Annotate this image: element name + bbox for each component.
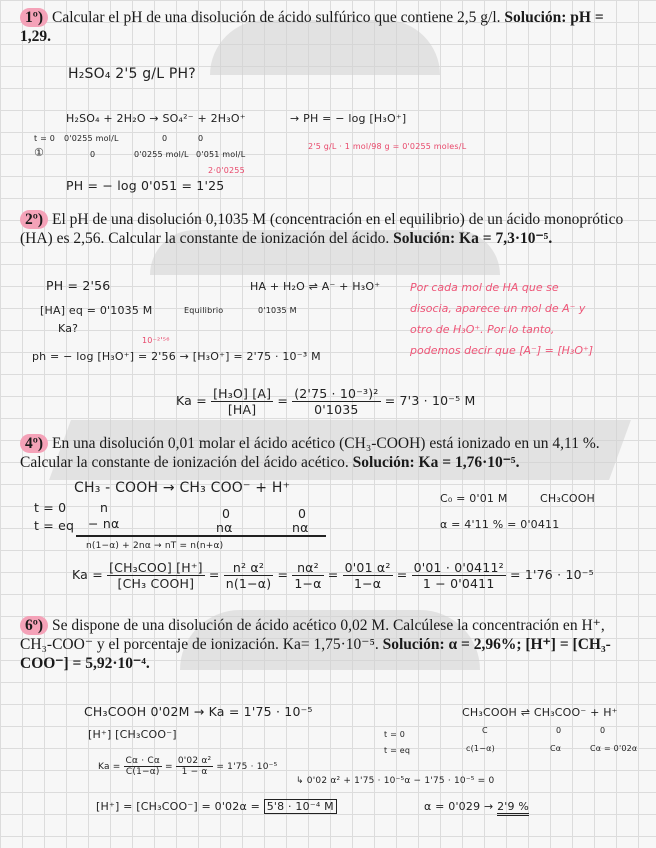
fraction: $\frac{C\alpha \cdot C\alpha}{C(1-\alpha)}$ xyxy=(125,756,160,777)
hw-eq-h3o: 0'051 mol/L xyxy=(196,150,246,159)
solution: Solución: α = 2,96%; [H⁺] = [CH₃-COO⁻] = 5,92·10⁻⁴. xyxy=(20,636,611,672)
hw-ph-calc: ph = − log [H₃O⁺] = 2'56 → [H₃O⁺] = 2'75 · 10⁻³ M xyxy=(32,350,321,363)
solution: Solución: Ka = 1,76·10⁻⁵. xyxy=(352,454,520,471)
hw-zero: 0 xyxy=(298,506,307,521)
hw-ka-expression: Ka = $\frac{\text{[CH₃COO] [H⁺]}}{\text{[CH₃ COOH]}}$ = $\frac{\text{n² α²}}{n(1-\alpha)}$ = $\frac{\text{nα²}}{1-\alpha}$ = $\frac{\text{0'01 α²}}{1-\alpha}$ = $\frac{\text{0'01 · 0'0411²}}{1 - 0'0411}$ = 1'76 · 10⁻⁵ xyxy=(72,560,594,591)
hw-c0: C₀ = 0'01 M xyxy=(440,492,508,505)
hw-sum-row: n(1−α) + 2nα → nT = n(n+α) xyxy=(86,541,224,551)
hw-ph-formula: → PH = − log [H₃O⁺] xyxy=(290,112,407,125)
fraction: $\frac{\text{[H₃O] [A]}}{[HA]}$ xyxy=(213,386,272,417)
red-note: Por cada mol de HA que se disocia, aparece un mol de A⁻ y otro de H₃O⁺. Por lo tanto, podemos decir que [A⁻] = [H₃O⁺] xyxy=(410,281,594,357)
hw-unknowns: [H⁺] [CH₃COO⁻] xyxy=(88,728,177,741)
hw-teq: t = eq xyxy=(34,518,75,533)
hw-calpha: Cα xyxy=(550,744,562,753)
fraction: $\frac{\text{(2'75 · 10⁻³)²}}{0'1035}$ xyxy=(294,386,379,417)
hw-small-exp: 10⁻²'⁵⁶ xyxy=(142,336,170,345)
hw-zero: 0 xyxy=(222,506,231,521)
fraction: $\frac{\text{[CH₃COO] [H⁺]}}{\text{[CH₃ COOH]}}$ xyxy=(109,560,203,591)
solution: Solución: Ka = 7,3·10⁻⁵. xyxy=(393,230,553,247)
hw-red-times: 2·0'0255 xyxy=(208,166,245,175)
fraction: $\frac{\text{0'01 α²}}{1-\alpha}$ xyxy=(344,560,391,591)
underlined-result: 2'9 % xyxy=(497,800,529,816)
hw-alpha-result: α = 0'029 → 2'9 % xyxy=(424,800,529,813)
hw-minus-nalpha: − nα xyxy=(88,516,120,531)
hw-zero: 0 xyxy=(198,134,204,143)
hw-ch3cooh: CH₃COOH xyxy=(540,492,596,505)
hw-circle: ① xyxy=(34,146,45,159)
problem-number: 4º) xyxy=(20,434,48,453)
problem-2-statement: 2º) El pH de una disolución 0,1035 M (concentración en el equilibrio) de un ácido monoprótico (HA) es 2,56. Calcular la constante de ionización del ácido. Solución: Ka = 7,3·10⁻⁵. xyxy=(20,211,624,247)
hw-h-result: [H⁺] = [CH₃COO⁻] = 0'02α = 5'8 · 10⁻⁴ M xyxy=(96,800,337,813)
hw-t0: t = 0 xyxy=(34,134,56,143)
hw-t0: t = 0 xyxy=(384,730,406,739)
hw-ph-given: PH = 2'56 xyxy=(46,278,111,293)
problem-1-statement: 1º) Calcular el pH de una disolución de ácido sulfúrico que contiene 2,5 g/l. Solución: pH = 1,29. xyxy=(20,9,604,45)
hw-eq-so4: 0'0255 mol/L xyxy=(134,150,189,159)
hw-ka-expression: Ka = $\frac{\text{[H₃O] [A]}}{[HA]}$ = $\frac{\text{(2'75 · 10⁻³)²}}{0'1035}$ = 7'3 · 10⁻⁵ M xyxy=(176,386,476,417)
problem-6-statement: 6º) Se dispone de una disolución de ácido acético 0,02 M. Calcúlese la concentración en H⁺, CH₃-COO⁻ y el porcentaje de ionización. Ka= 1,75·10⁻⁵. Solución: α = 2,96%; [H⁺] = [CH₃-COO⁻] = 5,92·10⁻⁴. xyxy=(20,617,611,672)
hw-red-calc: 2'5 g/L · 1 mol/98 g = 0'0255 moles/L xyxy=(308,142,467,151)
hw-c1a: c(1−α) xyxy=(466,744,495,753)
hw-ha-eq: [HA] eq = 0'1035 M xyxy=(40,304,153,317)
hw-reaction: CH₃ - COOH → CH₃ COO⁻ + H⁺ xyxy=(74,480,291,496)
problem-number: 2º) xyxy=(20,210,48,229)
hw-zero: 0 xyxy=(600,726,606,735)
hw-reaction: H₂SO₄ + 2H₂O → SO₄²⁻ + 2H₃O⁺ xyxy=(66,112,246,125)
hw-quadratic: ↳ 0'02 α² + 1'75 · 10⁻⁵α − 1'75 · 10⁻⁵ = 0 xyxy=(296,776,495,786)
solution: Solución: pH = 1,29. xyxy=(20,9,604,45)
fraction: $\frac{\text{0'01 · 0'0411²}}{1 - 0'0411}$ xyxy=(413,560,504,591)
hw-reaction: HA + H₂O ⇌ A⁻ + H₃O⁺ xyxy=(250,280,381,293)
boxed-result: 5'8 · 10⁻⁴ M xyxy=(264,799,337,814)
hw-equilibrio: Equilibrio xyxy=(184,306,224,315)
hw-init-conc: 0'0255 mol/L xyxy=(64,134,119,143)
hw-t0: t = 0 xyxy=(34,500,67,515)
hw-calpha-eq: Cα = 0'02α xyxy=(590,744,638,753)
problem-4-statement: 4º) En una disolución 0,01 molar el ácido acético (CH₃-COOH) está ionizado en un 4,11 %. Calcular la constante de ionización del ácido acético. Solución: Ka = 1,76·10⁻⁵. xyxy=(20,435,600,471)
hw-c: C xyxy=(482,726,488,735)
hw-teq: t = eq xyxy=(384,746,411,755)
hw-ka-question: Ka? xyxy=(58,322,79,335)
sum-line xyxy=(76,535,326,537)
hw-zero: 0 xyxy=(90,150,96,159)
hw-nalpha: nα xyxy=(216,520,233,535)
hw-n: n xyxy=(100,500,109,515)
hw-zero: 0 xyxy=(556,726,562,735)
hw-alpha: α = 4'11 % = 0'0411 xyxy=(440,518,560,531)
fraction: $\frac{\text{nα²}}{1-\alpha}$ xyxy=(294,560,322,591)
hw-reaction: CH₃COOH ⇌ CH₃COO⁻ + H⁺ xyxy=(462,706,618,719)
problem-number: 1º) xyxy=(20,8,48,27)
hw-data-line: H₂SO₄ 2'5 g/L PH? xyxy=(68,66,196,82)
hw-nalpha: nα xyxy=(292,520,309,535)
fraction: $\frac{\text{n² α²}}{n(1-\alpha)}$ xyxy=(225,560,272,591)
hw-zero: 0 xyxy=(162,134,168,143)
problem-number: 6º) xyxy=(20,616,48,635)
hw-data-line: CH₃COOH 0'02M → Ka = 1'75 · 10⁻⁵ xyxy=(84,704,313,719)
hw-ka-expression: Ka = $\frac{C\alpha \cdot C\alpha}{C(1-\alpha)}$ = $\frac{\text{0'02 α²}}{1 - \alpha}$ = 1'75 · 10⁻⁵ xyxy=(98,756,278,777)
hw-ph-result: PH = − log 0'051 = 1'25 xyxy=(66,178,225,193)
hw-eq-conc: 0'1035 M xyxy=(258,306,297,315)
fraction: $\frac{\text{0'02 α²}}{1 - \alpha}$ xyxy=(177,756,212,777)
